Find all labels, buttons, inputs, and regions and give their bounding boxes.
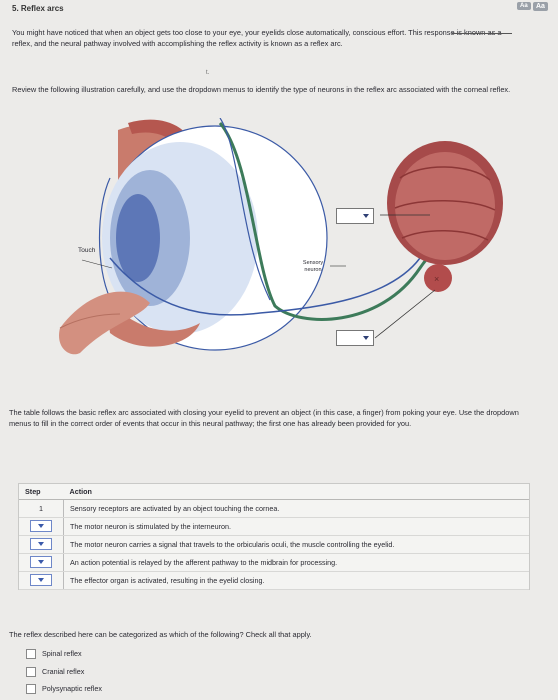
chevron-down-icon bbox=[38, 542, 44, 546]
table-row bbox=[19, 554, 529, 572]
table-intro-paragraph: The table follows the basic reflex arc associated with closing your eyelid to prevent an object (in this case, a finger) from poking your eye. Use the dropdown menus to fill in the correct order of events that occur in this neural pathway; the first one has already been provided for you. bbox=[9, 408, 519, 428]
pupil-region bbox=[116, 194, 160, 282]
option-spinal-reflex[interactable] bbox=[26, 649, 82, 659]
option-label: Cranial reflex bbox=[42, 667, 85, 676]
neuron-type-dropdown-bottom[interactable] bbox=[336, 330, 374, 346]
action-cell: The motor neuron is stimulated by the interneuron. bbox=[64, 518, 530, 536]
reflex-arc-diagram bbox=[0, 118, 558, 398]
reflex-steps-table bbox=[18, 483, 530, 590]
table-header-row bbox=[19, 484, 529, 500]
section-title: 5. Reflex arcs bbox=[12, 4, 64, 13]
text-size-small-button[interactable]: Aa bbox=[517, 2, 531, 10]
svg-text:×: × bbox=[434, 274, 440, 284]
checkbox[interactable] bbox=[26, 667, 36, 677]
checkbox[interactable] bbox=[26, 649, 36, 659]
step-order-dropdown[interactable] bbox=[30, 556, 52, 568]
option-cranial-reflex[interactable] bbox=[26, 667, 84, 677]
action-cell: Sensory receptors are activated by an object touching the cornea. bbox=[64, 500, 530, 518]
table-row bbox=[19, 518, 529, 536]
action-column-header: Action bbox=[64, 484, 530, 500]
sensory-neuron-label: Sensory neuron bbox=[302, 260, 324, 273]
reflex-arc-illustration bbox=[0, 118, 558, 398]
step-column-header: Step bbox=[19, 484, 64, 500]
reflex-blank-dropdown[interactable] bbox=[452, 25, 512, 34]
table-row bbox=[19, 572, 529, 590]
action-cell: The motor neuron carries a signal that travels to the orbicularis oculi, the muscle controlling the eyelid. bbox=[64, 536, 530, 554]
chevron-down-icon bbox=[363, 336, 369, 340]
checkbox[interactable] bbox=[26, 684, 36, 694]
option-label: Polysynaptic reflex bbox=[42, 684, 102, 693]
step-cell bbox=[19, 518, 64, 536]
chevron-down-icon bbox=[363, 214, 369, 218]
step-cell bbox=[19, 572, 64, 590]
step-order-dropdown[interactable] bbox=[30, 520, 52, 532]
chevron-down-icon bbox=[38, 524, 44, 528]
table-row bbox=[19, 500, 529, 518]
intro-paragraph bbox=[12, 27, 512, 49]
instructions-paragraph: Review the following illustration carefully, and use the dropdown menus to identify the type of neurons in the reflex arc associated with the corneal reflex. bbox=[12, 85, 511, 94]
stray-mark: t. bbox=[206, 70, 210, 76]
option-label: Spinal reflex bbox=[42, 649, 82, 658]
chevron-down-icon bbox=[38, 560, 44, 564]
action-cell: An action potential is relayed by the afferent pathway to the midbrain for processing. bbox=[64, 554, 530, 572]
neuron-type-dropdown-top[interactable] bbox=[336, 208, 374, 224]
chevron-down-icon bbox=[38, 578, 44, 582]
intro-text: You might have noticed that when an object gets too close to your eye, your eyelids close automatically, conscious effort. This response is known as a reflex, and the neural pathway involved with accomplishing the reflex activity is known as a reflex arc. bbox=[12, 28, 502, 48]
table-row bbox=[19, 536, 529, 554]
touch-label: Touch bbox=[78, 247, 96, 254]
header-bar bbox=[0, 0, 558, 14]
option-polysynaptic-reflex[interactable] bbox=[26, 684, 102, 694]
question-text: The reflex described here can be categorized as which of the following? Check all that apply. bbox=[9, 630, 312, 639]
text-size-large-button[interactable]: Aa bbox=[533, 2, 548, 11]
step-cell: 1 bbox=[19, 500, 64, 518]
action-cell: The effector organ is activated, resulting in the eyelid closing. bbox=[64, 572, 530, 590]
step-order-dropdown[interactable] bbox=[30, 538, 52, 550]
step-order-dropdown[interactable] bbox=[30, 574, 52, 586]
step-cell bbox=[19, 536, 64, 554]
step-cell bbox=[19, 554, 64, 572]
